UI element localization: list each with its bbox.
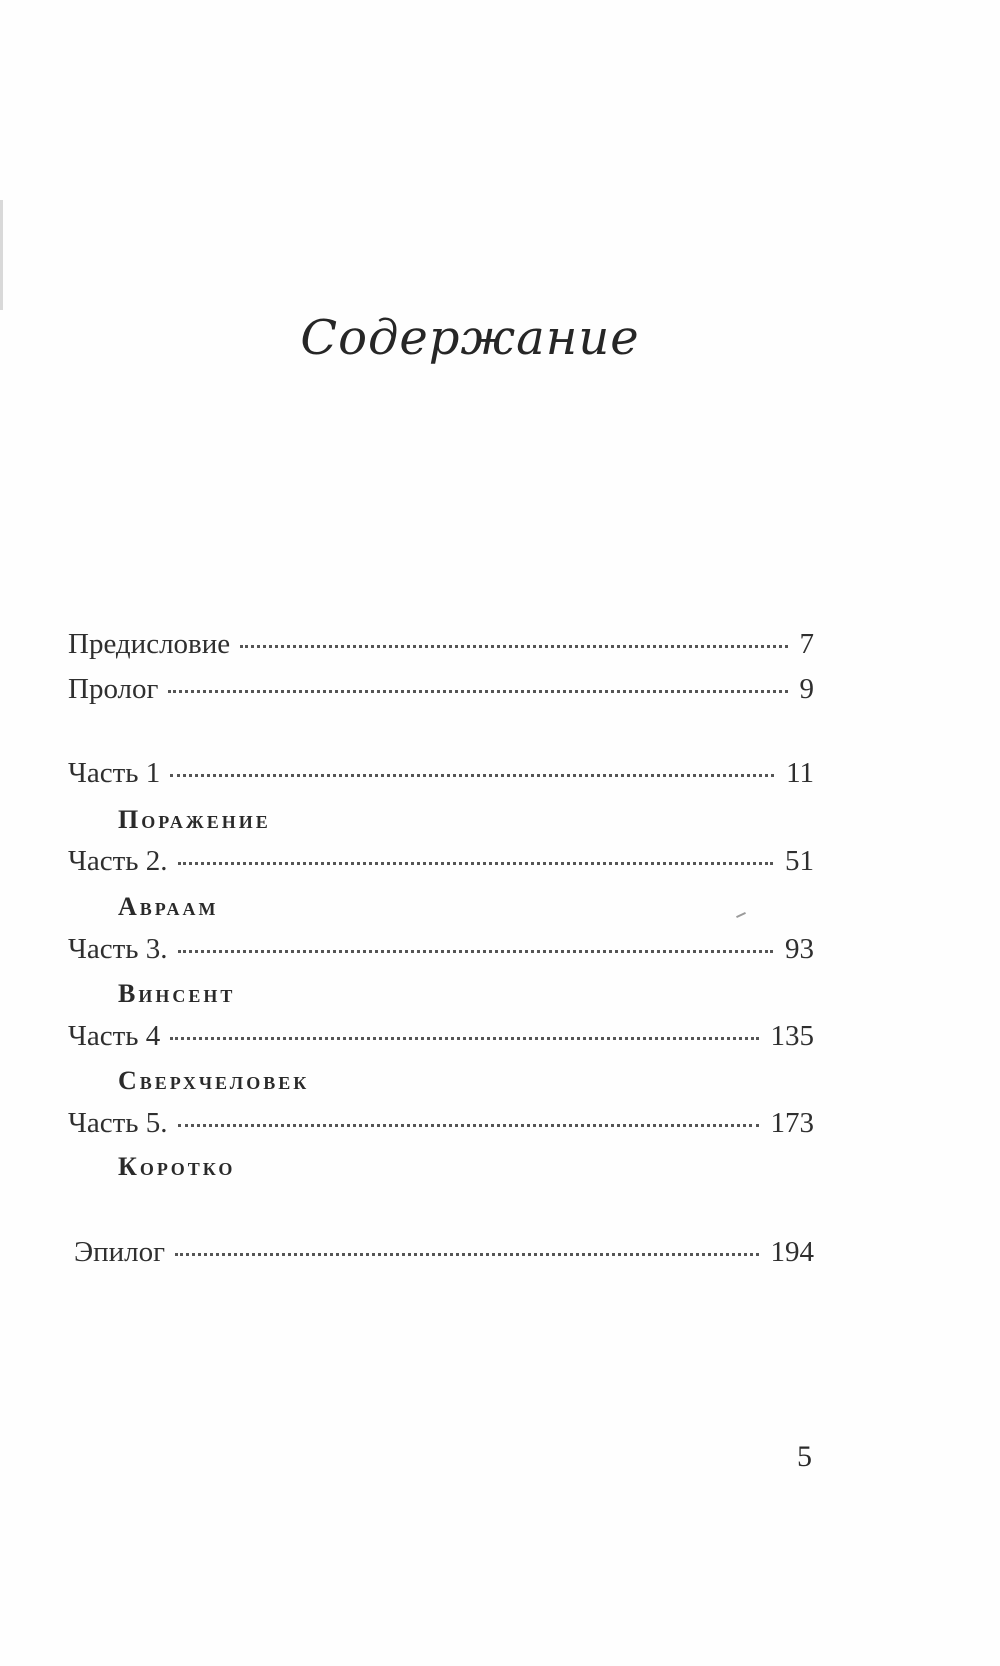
toc-entry-part-4 bbox=[68, 1020, 814, 1060]
toc-entry-label: Часть 2. bbox=[68, 845, 168, 877]
toc-entry-epilogue bbox=[74, 1236, 814, 1276]
toc-entry-part-1 bbox=[68, 757, 814, 797]
part-2-title: Авраам bbox=[118, 892, 219, 921]
toc-entry-label: Предисловие bbox=[68, 628, 231, 660]
toc-entry-page: 173 bbox=[770, 1107, 814, 1139]
page-edge-shadow bbox=[0, 200, 3, 310]
page-number: 5 bbox=[797, 1440, 812, 1473]
dot-leader bbox=[170, 1037, 758, 1040]
toc-entry-page: 135 bbox=[770, 1020, 814, 1052]
toc-entry-prologue bbox=[68, 673, 814, 713]
print-speck bbox=[736, 912, 746, 918]
toc-entry-page: 11 bbox=[786, 757, 814, 789]
toc-title: Содержание bbox=[300, 310, 640, 366]
toc-entry-label: Часть 1 bbox=[68, 757, 161, 789]
part-4-title: Сверхчеловек bbox=[118, 1066, 310, 1095]
dot-leader bbox=[178, 950, 774, 953]
part-3-title: Винсент bbox=[118, 979, 236, 1008]
dot-leader bbox=[240, 645, 787, 648]
toc-entry-part-3 bbox=[68, 933, 814, 973]
toc-entry-page: 194 bbox=[770, 1236, 814, 1268]
toc-entry-label: Часть 5. bbox=[68, 1107, 168, 1139]
toc-entry-label: Пролог bbox=[68, 673, 159, 705]
dot-leader bbox=[170, 774, 774, 777]
toc-entry-page: 93 bbox=[785, 933, 814, 965]
toc-entry-part-5 bbox=[68, 1107, 814, 1147]
part-1-title: Поражение bbox=[118, 805, 271, 834]
toc-entry-preface bbox=[68, 628, 814, 668]
toc-entry-page: 51 bbox=[785, 845, 814, 877]
toc-entry-label: Эпилог bbox=[74, 1236, 166, 1268]
dot-leader bbox=[178, 1124, 759, 1127]
toc-entry-label: Часть 4 bbox=[68, 1020, 161, 1052]
toc-entry-page: 7 bbox=[799, 628, 814, 660]
toc-entry-page: 9 bbox=[799, 673, 814, 705]
toc-entry-label: Часть 3. bbox=[68, 933, 168, 965]
toc-entry-part-2 bbox=[68, 845, 814, 885]
dot-leader bbox=[178, 862, 774, 865]
part-5-title: Коротко bbox=[118, 1152, 236, 1181]
dot-leader bbox=[175, 1253, 758, 1256]
dot-leader bbox=[168, 690, 787, 693]
